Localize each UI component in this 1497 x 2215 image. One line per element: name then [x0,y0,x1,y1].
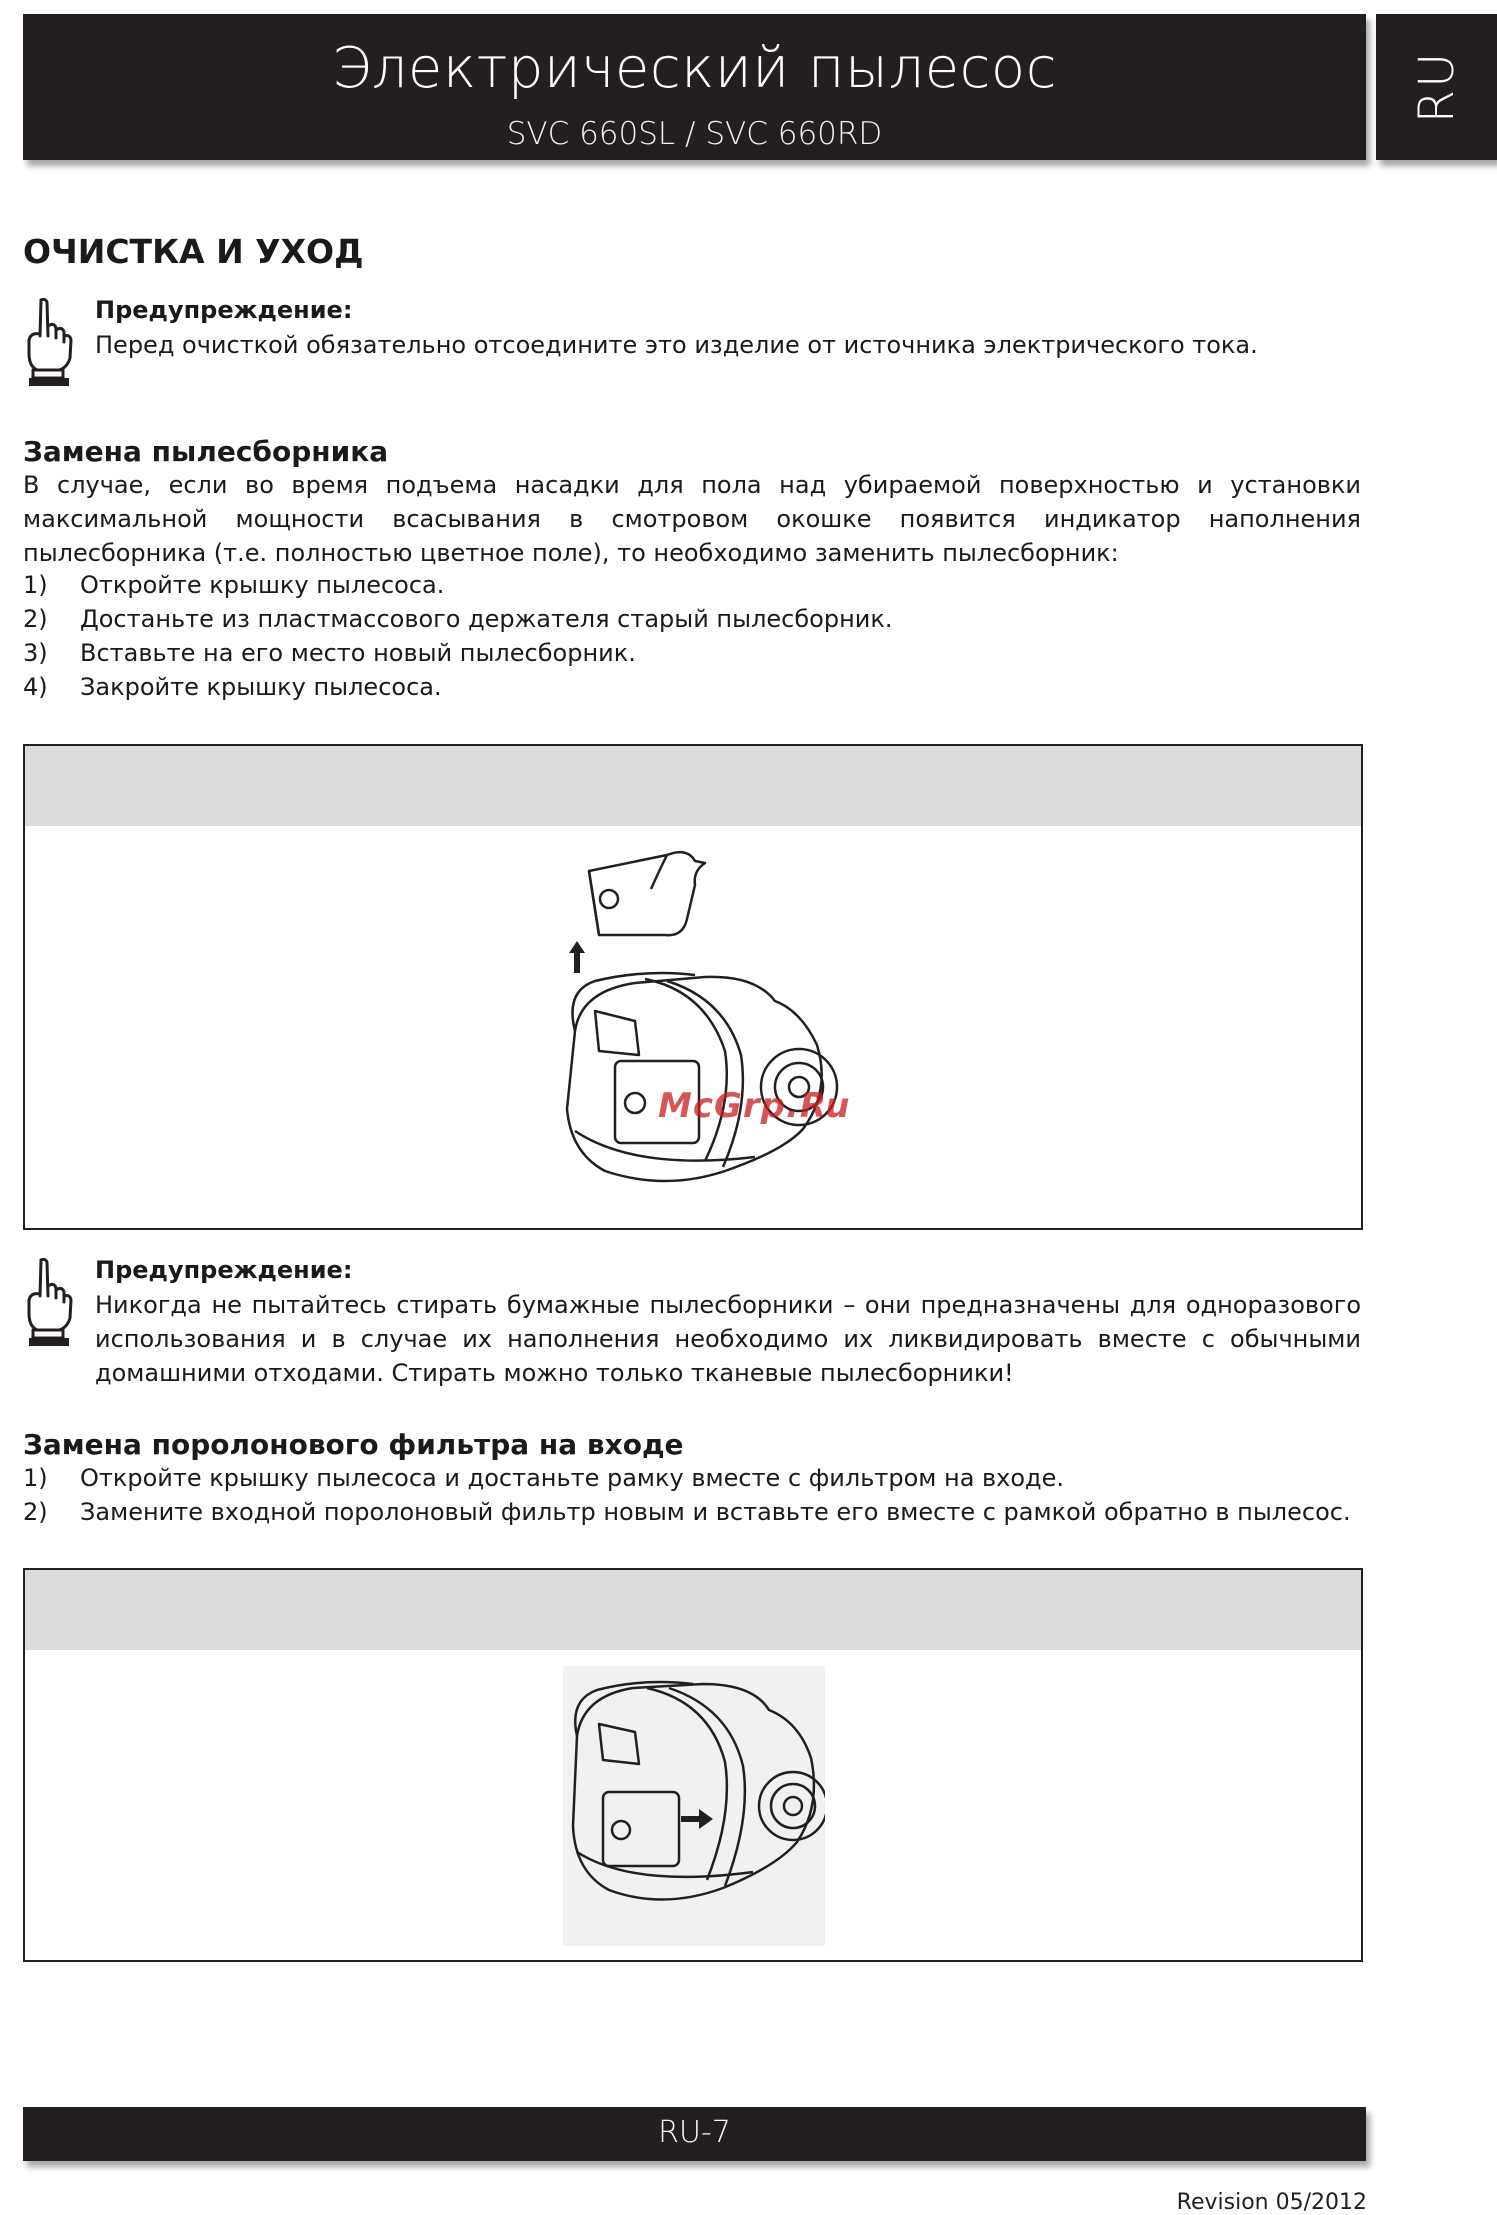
section-title: ОЧИСТКА И УХОД [23,232,364,271]
list-item: 3) Вставьте на его место новый пылесборник. [23,639,636,667]
list-item: 4) Закройте крышку пылесоса. [23,673,442,701]
foam-filter-heading: Замена поролонового фильтра на входе [23,1428,684,1461]
list-item: 2) Достаньте из пластмассового держателя старый пылесборник. [23,605,893,633]
warning-label: Предупреждение: [95,296,353,324]
figure-foam-filter [23,1568,1363,1962]
revision-label: Revision 05/2012 [1176,2190,1367,2215]
vacuum-filter-illustration [563,1666,825,1946]
vacuum-bag-illustration [555,841,875,1216]
bag-replacement-steps [23,568,1361,704]
list-item: 2) Замените входной поролоновый фильтр новым и вставьте его вместе с рамкой обратно в пылесос. [23,1498,1351,1526]
bag-replacement-heading: Замена пылесборника [23,435,389,468]
page-number: RU-7 [658,2115,731,2150]
document-title: Электрический пылесос [332,36,1057,101]
warning-label: Предупреждение: [95,1256,353,1284]
foam-filter-steps [23,1461,1361,1529]
model-number: SVC 660SL / SVC 660RD [506,116,883,152]
footer-bar [23,2107,1366,2161]
figure-bag-replacement [23,744,1363,1230]
warning-text: Перед очисткой обязательно отсоедините это изделие от источника электрического тока. [95,331,1258,359]
language-code: RU [1408,50,1465,124]
list-item: 1) Откройте крышку пылесоса. [23,571,445,599]
list-item: 1) Откройте крышку пылесоса и достаньте рамку вместе с фильтром на входе. [23,1464,1065,1492]
figure-header-band [25,746,1361,826]
figure-header-band [25,1570,1361,1650]
header-bar [23,14,1366,160]
pointing-hand-icon [23,1256,75,1350]
warning-text: Никогда не пытайтесь стирать бумажные пылесборники – они предназначены для одноразового использования и в случае их наполнения необходимо их ликвидировать вместе с обычными домашними отходами. Стирать можно только тканевые пылесборники! [95,1291,1361,1387]
watermark: McGrp.Ru [658,1086,851,1126]
pointing-hand-icon [23,296,75,390]
bag-replacement-intro: В случае, если во время подъема насадки для пола над убираемой поверхностью и установки максимальной мощности всасывания в смотровом окошке появится индикатор наполнения пылесборника (т.е. полностью цветное поле), то необходимо заменить пылесборник: [23,471,1361,567]
language-tab [1376,14,1497,160]
